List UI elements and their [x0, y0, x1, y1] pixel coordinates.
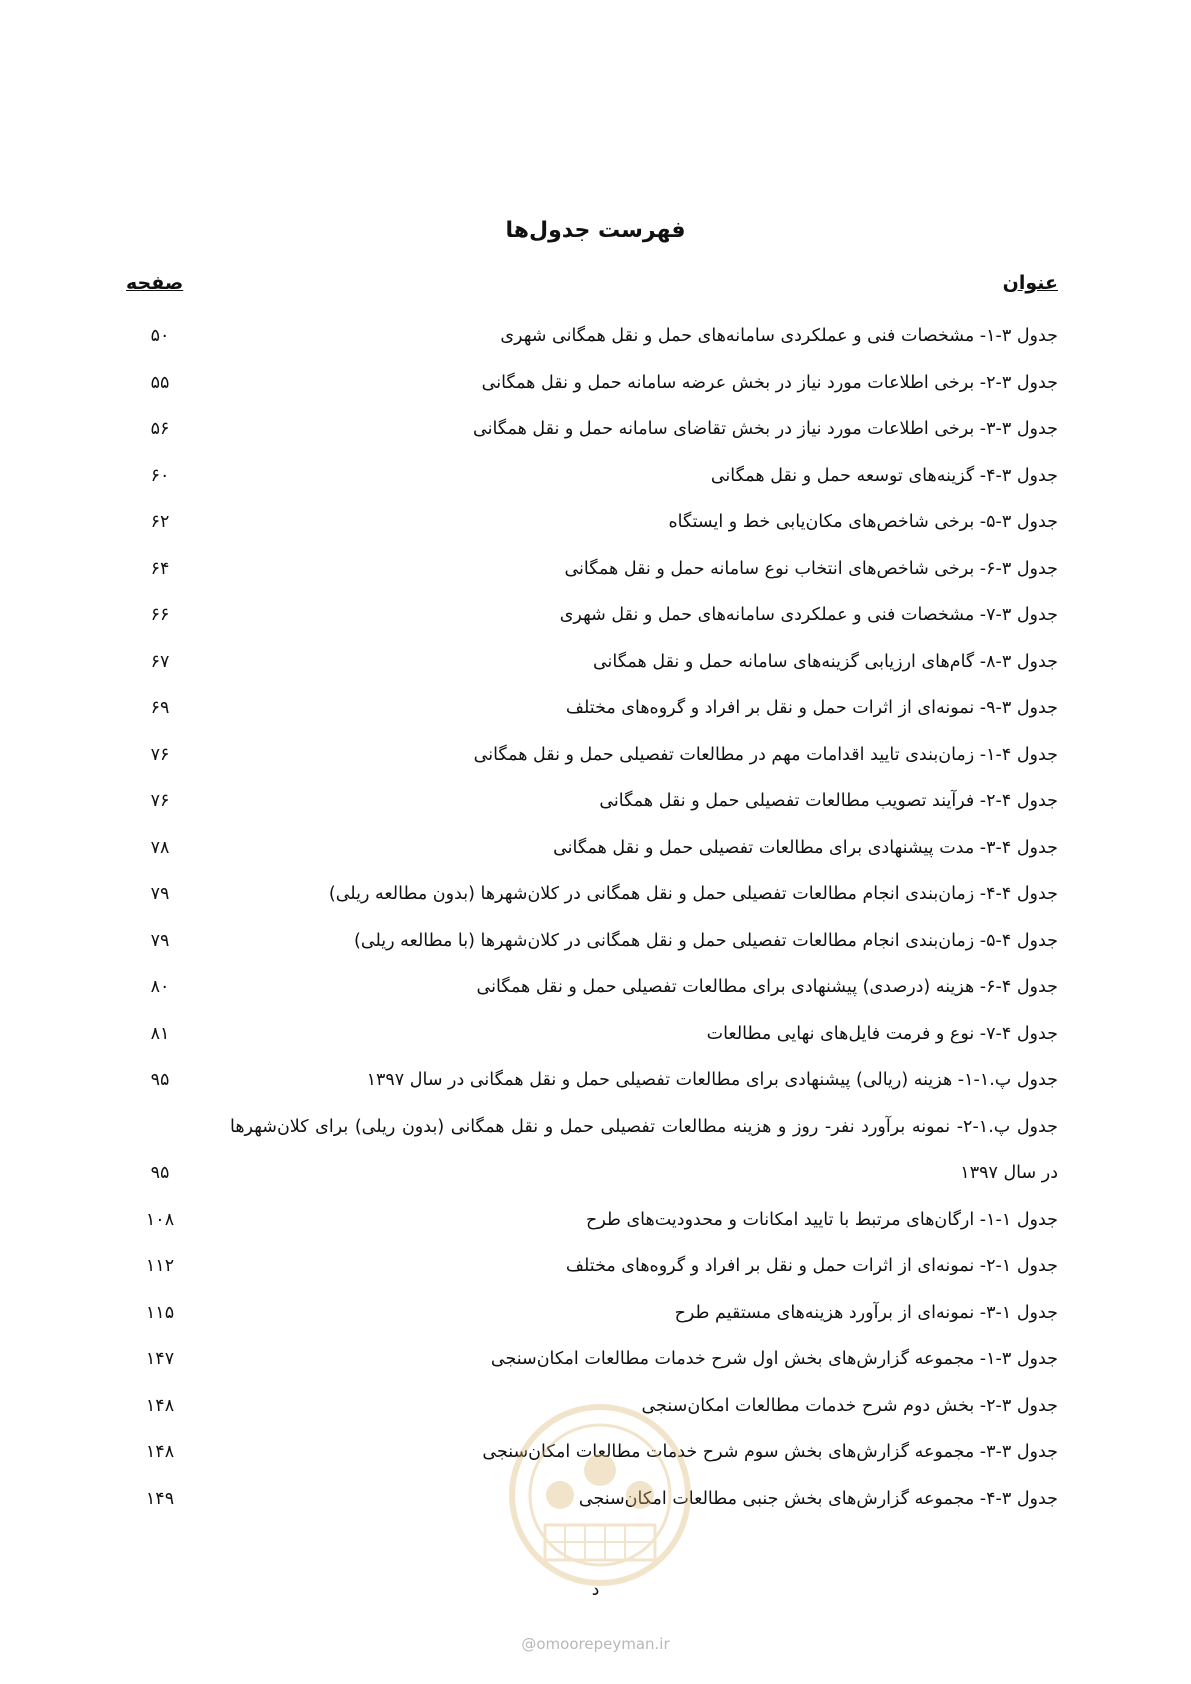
toc-entry-page: ۱۴۸ [145, 1395, 175, 1416]
toc-entry-page: ۷۶ [150, 791, 170, 811]
toc-entry-title: جدول ۳-۳- مجموعه گزارش‌های بخش سوم شرح خدمات مطالعات امکان‌سنجی [482, 1442, 1058, 1462]
toc-entry-title: جدول ۳-۸- گام‌های ارزیابی گزینه‌های سامانه حمل و نقل همگانی [592, 651, 1058, 672]
toc-row[interactable] [130, 871, 1058, 918]
watermark-logo-icon [505, 1400, 695, 1590]
toc-entry-title: جدول ۱-۳- نمونه‌ای از برآورد هزینه‌های مستقیم طرح [674, 1302, 1058, 1323]
toc-entry-page: ۶۲ [150, 512, 170, 532]
toc-entry-title: جدول ۴-۶- هزینه (درصدی) پیشنهادی برای مطالعات تفصیلی حمل و نقل همگانی [476, 977, 1058, 997]
toc-entry-title: جدول ۴-۵- زمان‌بندی انجام مطالعات تفصیلی حمل و نقل همگانی در کلان‌شهرها (با مطالعه ریلی) [354, 930, 1058, 951]
toc-entry-title: جدول ۳-۲- برخی اطلاعات مورد نیاز در بخش عرضه سامانه حمل و نقل همگانی [481, 372, 1058, 393]
toc-row[interactable] [130, 964, 1058, 1011]
toc-entry-page: ۹۵ [150, 1163, 170, 1183]
toc-row[interactable] [130, 685, 1058, 732]
toc-row[interactable] [130, 406, 1058, 453]
toc-row[interactable] [130, 918, 1058, 965]
toc-entry-page: ۶۴ [150, 558, 170, 579]
toc-entry-page: ۶۰ [150, 465, 170, 486]
toc-entry-title: جدول ۳-۹- نمونه‌ای از اثرات حمل و نقل بر افراد و گروه‌های مختلف [565, 698, 1058, 718]
toc-row[interactable] [130, 453, 1058, 500]
toc-entry-title: جدول ۴-۴- زمان‌بندی انجام مطالعات تفصیلی حمل و نقل همگانی در کلان‌شهرها (بدون مطالعه ریلی) [328, 884, 1058, 904]
toc-entry-page: ۱۴۹ [145, 1488, 175, 1509]
toc-entry-page: ۵۵ [150, 372, 170, 393]
toc-entry-page: ۵۰ [150, 326, 170, 346]
toc-entry-title: جدول ۳-۵- برخی شاخص‌های مکان‌یابی خط و ایستگاه [668, 512, 1058, 532]
toc-entry-page: ۱۴۷ [145, 1349, 175, 1369]
toc-entry-title: جدول ۴-۳- مدت پیشنهادی برای مطالعات تفصیلی حمل و نقل همگانی [553, 837, 1058, 858]
toc-entry-title: جدول ۳-۴- گزینه‌های توسعه حمل و نقل همگانی [710, 465, 1058, 486]
page-column-header: صفحه [126, 272, 184, 294]
toc-entry-title: جدول ۱-۲- نمونه‌ای از اثرات حمل و نقل بر افراد و گروه‌های مختلف [565, 1256, 1058, 1276]
toc-row[interactable] [130, 499, 1058, 546]
toc-entry-page: ۷۸ [150, 837, 170, 858]
toc-row[interactable] [130, 639, 1058, 686]
table-of-contents [130, 313, 1058, 1522]
toc-entry-title: جدول ۳-۷- مشخصات فنی و عملکردی سامانه‌های حمل و نقل شهری [559, 605, 1058, 625]
toc-entry-page: ۶۶ [150, 605, 170, 625]
toc-entry-page: ۱۴۸ [145, 1442, 175, 1462]
toc-entry-page: ۶۹ [150, 698, 170, 718]
toc-row[interactable] [130, 1011, 1058, 1058]
toc-entry-title: جدول ۱-۱- ارگان‌های مرتبط با تایید امکانات و محدودیت‌های طرح [586, 1209, 1058, 1230]
toc-entry-page: ۵۶ [150, 419, 170, 439]
toc-row[interactable] [130, 313, 1058, 360]
toc-entry-page: ۱۰۸ [145, 1209, 175, 1230]
toc-row[interactable] [130, 825, 1058, 872]
toc-entry-title: جدول پ.۱-۱- هزینه (ریالی) پیشنهادی برای مطالعات تفصیلی حمل و نقل همگانی در سال ۱۳۹۷ [366, 1070, 1058, 1090]
toc-row[interactable] [130, 778, 1058, 825]
toc-row[interactable] [130, 732, 1058, 779]
page-number: د [591, 1580, 600, 1600]
toc-entry-page: ۸۱ [150, 1023, 170, 1044]
toc-entry-title: جدول ۴-۱- زمان‌بندی تایید اقدامات مهم در مطالعات تفصیلی حمل و نقل همگانی [473, 744, 1058, 765]
toc-entry-page: ۷۹ [150, 930, 170, 951]
toc-row[interactable] [130, 1057, 1058, 1104]
toc-entry-title: جدول ۳-۲- بخش دوم شرح خدمات مطالعات امکان‌سنجی [641, 1395, 1058, 1416]
toc-entry-page: ۷۶ [150, 744, 170, 765]
toc-entry-title: جدول ۴-۲- فرآیند تصویب مطالعات تفصیلی حمل و نقل همگانی [599, 791, 1058, 811]
toc-entry-title: جدول ۳-۱- مشخصات فنی و عملکردی سامانه‌های حمل و نقل همگانی شهری [500, 326, 1058, 346]
toc-entry-page: ۹۵ [150, 1070, 170, 1090]
toc-entry-page: ۶۷ [150, 651, 170, 672]
toc-entry-title: جدول ۳-۴- مجموعه گزارش‌های بخش جنبی مطالعات امکان‌سنجی [578, 1488, 1058, 1509]
toc-entry-page: ۱۱۵ [145, 1302, 175, 1323]
page-title: فهرست جدول‌ها [505, 218, 686, 243]
toc-entry-title: جدول ۳-۳- برخی اطلاعات مورد نیاز در بخش تقاضای سامانه حمل و نقل همگانی [473, 419, 1058, 439]
toc-row[interactable] [130, 592, 1058, 639]
toc-row[interactable] [130, 546, 1058, 593]
title-column-header: عنوان [1002, 272, 1058, 294]
toc-entry-page: ۸۰ [150, 977, 170, 997]
toc-entry-title: جدول پ.۱-۲- نمونه برآورد نفر- روز و هزینه مطالعات تفصیلی حمل و نقل همگانی (بدون ریلی) برای کلان‌شهرها در سال ۱۳۹۷ [230, 1116, 1058, 1183]
toc-entry-title: جدول ۳-۶- برخی شاخص‌های انتخاب نوع سامانه حمل و نقل همگانی [564, 558, 1058, 579]
toc-row[interactable] [130, 360, 1058, 407]
toc-entry-page: ۱۱۲ [145, 1256, 175, 1276]
watermark-url: @omoorepeyman.ir [521, 1635, 670, 1653]
toc-row[interactable] [130, 1336, 1058, 1383]
toc-row[interactable] [130, 1197, 1058, 1244]
toc-row[interactable] [130, 1243, 1058, 1290]
toc-row[interactable] [130, 1290, 1058, 1337]
toc-entry-page: ۷۹ [150, 884, 170, 904]
toc-entry-title: جدول ۴-۷- نوع و فرمت فایل‌های نهایی مطالعات [706, 1023, 1058, 1044]
toc-row[interactable] [130, 1104, 1058, 1197]
toc-entry-title: جدول ۳-۱- مجموعه گزارش‌های بخش اول شرح خدمات مطالعات امکان‌سنجی [490, 1349, 1058, 1369]
